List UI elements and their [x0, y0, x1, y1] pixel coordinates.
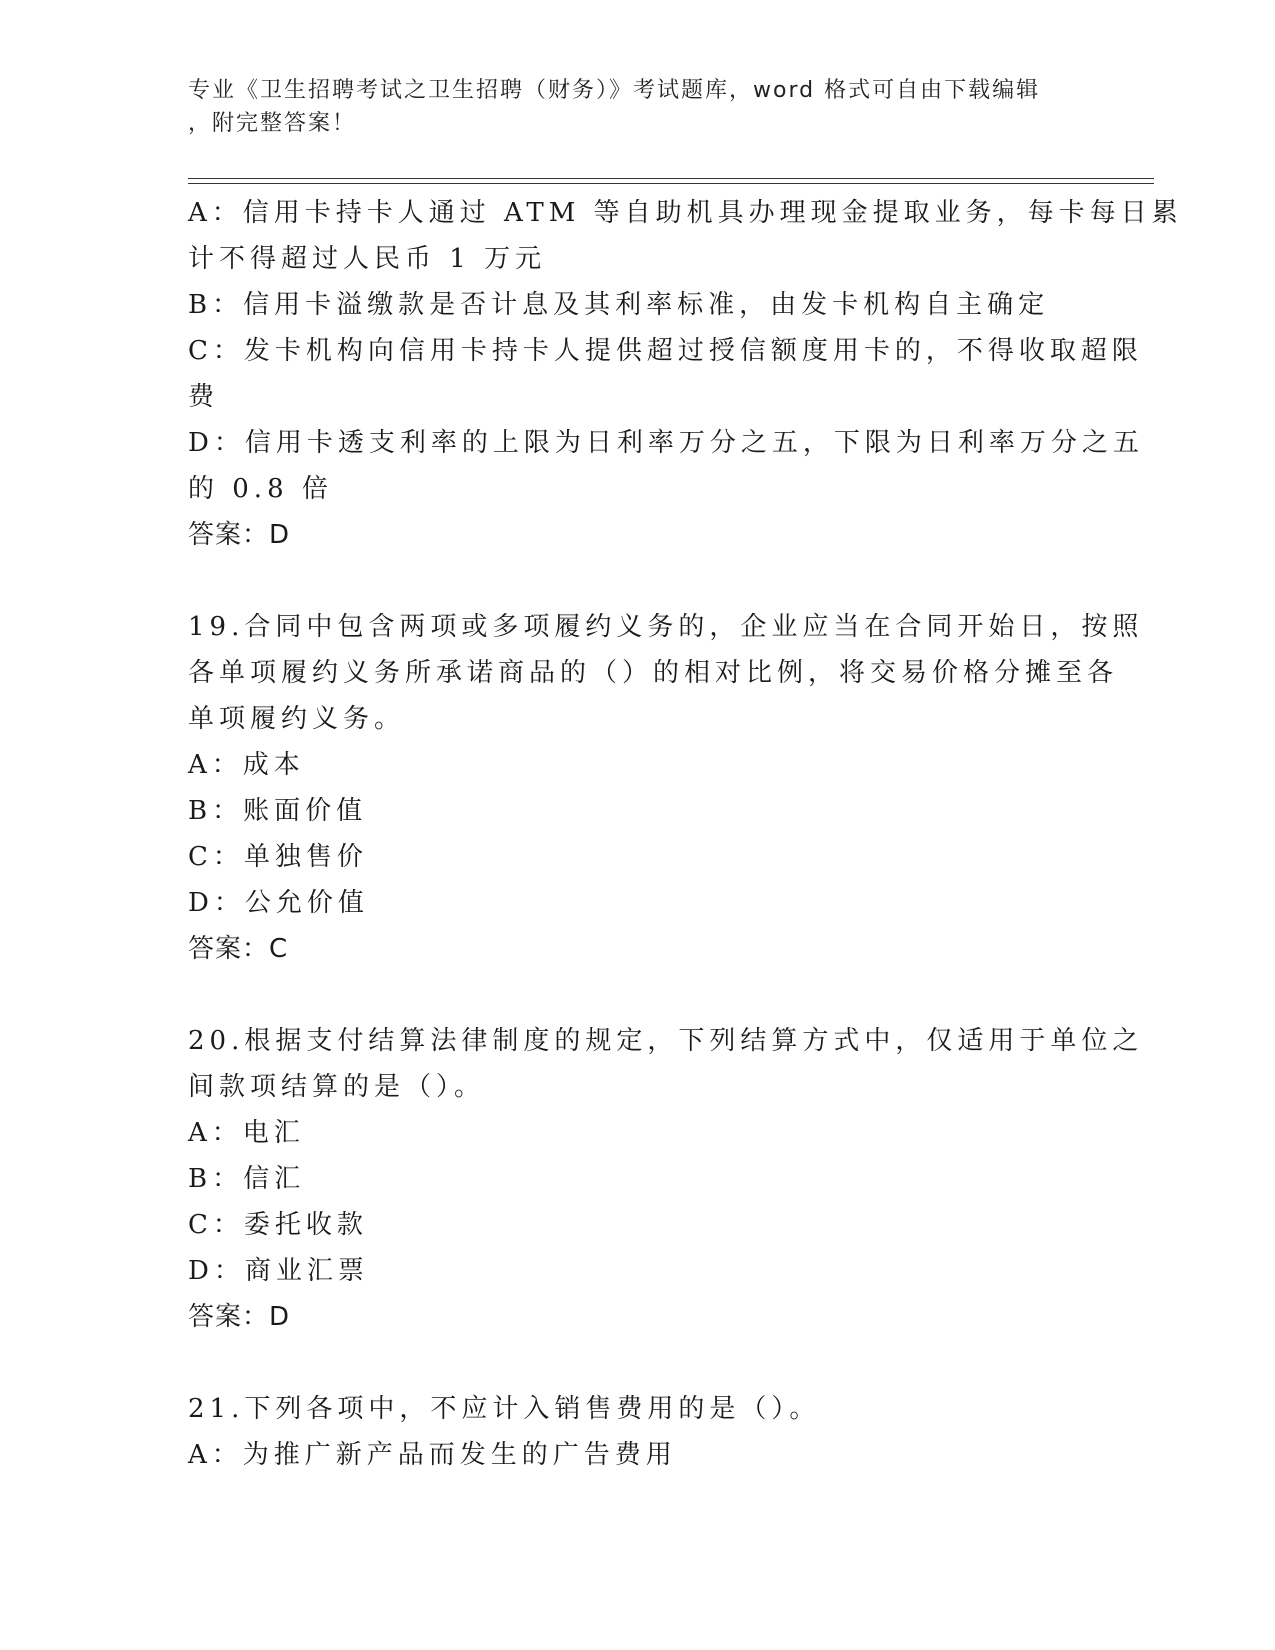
- question-stem-line-2: 各单项履约义务所承诺商品的（）的相对比例，将交易价格分摊至各: [188, 658, 1119, 688]
- spacer: [188, 558, 1068, 604]
- question-stem-line-1: 20.根据支付结算法律制度的规定，下列结算方式中，仅适用于单位之: [188, 1026, 1144, 1056]
- question-stem-line-1: 21.下列各项中，不应计入销售费用的是（）。: [188, 1394, 821, 1424]
- header-line-2: ，附完整答案！: [188, 111, 357, 136]
- header-rule-bottom: [188, 183, 1154, 184]
- question-19: [188, 604, 1144, 972]
- question-stem-line-1: 19.合同中包含两项或多项履约义务的，企业应当在合同开始日，按照: [188, 612, 1144, 642]
- option-c-line-2: 费: [188, 382, 220, 412]
- question-stem-line-2: 间款项结算的是（）。: [188, 1072, 486, 1102]
- option-b: B：账面价值: [188, 796, 368, 826]
- spacer: [188, 1340, 1068, 1386]
- question-21: [188, 1386, 1068, 1478]
- option-d: D：公允价值: [188, 888, 369, 918]
- document-header: [188, 74, 1068, 140]
- spacer: [188, 972, 1068, 1018]
- header-rule-top: [188, 178, 1154, 179]
- option-a: A：电汇: [188, 1118, 305, 1148]
- option-c: C：单独售价: [188, 842, 368, 872]
- question-18-options: [188, 190, 1183, 558]
- header-line-1: 专业《卫生招聘考试之卫生招聘（财务）》考试题库，word 格式可自由下载编辑: [188, 78, 1041, 103]
- option-c-line-1: C：发卡机构向信用卡持卡人提供超过授信额度用卡的，不得收取超限: [188, 336, 1143, 366]
- option-d: D：商业汇票: [188, 1256, 369, 1286]
- option-b: B：信用卡溢缴款是否计息及其利率标准，由发卡机构自主确定: [188, 290, 1050, 320]
- option-b: B：信汇: [188, 1164, 306, 1194]
- option-a-line-1: A：信用卡持卡人通过 ATM 等自助机具办理现金提取业务，每卡每日累: [188, 198, 1183, 228]
- answer-20: 答案：D: [188, 1302, 291, 1332]
- option-d-line-2: 的 0.8 倍: [188, 474, 333, 504]
- option-a: A：成本: [188, 750, 305, 780]
- option-a: A：为推广新产品而发生的广告费用: [188, 1440, 677, 1470]
- option-d-line-1: D：信用卡透支利率的上限为日利率万分之五，下限为日利率万分之五: [188, 428, 1144, 458]
- question-list: [188, 190, 1183, 1478]
- option-a-line-2: 计不得超过人民币 1 万元: [188, 244, 547, 274]
- question-stem-line-3: 单项履约义务。: [188, 704, 406, 734]
- question-20: [188, 1018, 1144, 1340]
- answer-19: 答案：C: [188, 934, 289, 964]
- option-c: C：委托收款: [188, 1210, 368, 1240]
- answer-18: 答案：D: [188, 520, 291, 550]
